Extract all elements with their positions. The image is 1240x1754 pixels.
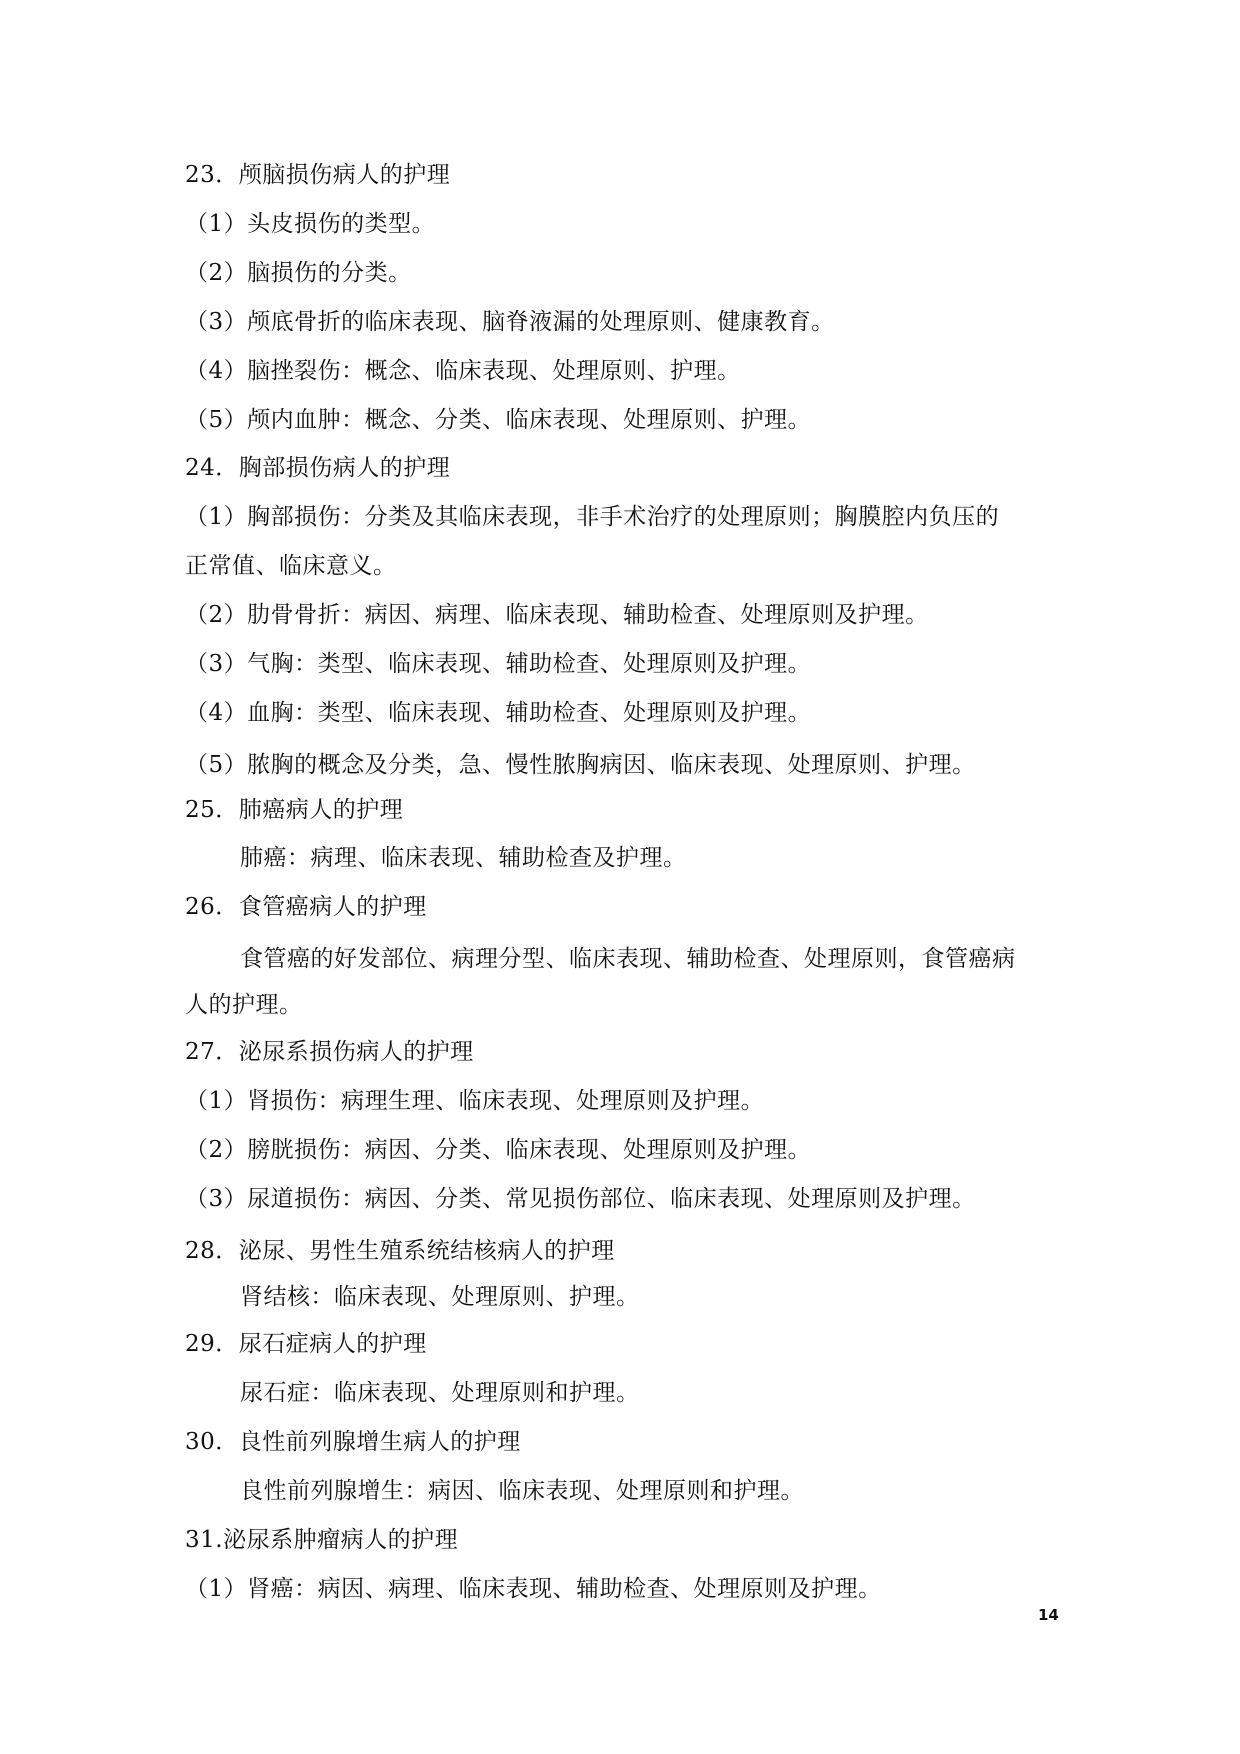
section-heading-24: 24．胸部损伤病人的护理 bbox=[185, 455, 451, 481]
list-item: （1）头皮损伤的类型。 bbox=[185, 211, 436, 237]
list-item: （4）脑挫裂伤：概念、临床表现、处理原则、护理。 bbox=[185, 358, 741, 384]
section-heading-28: 28．泌尿、男性生殖系统结核病人的护理 bbox=[185, 1238, 615, 1264]
paragraph: 肾结核：临床表现、处理原则、护理。 bbox=[240, 1284, 640, 1310]
section-heading-29: 29．尿石症病人的护理 bbox=[185, 1331, 427, 1357]
list-item: （2）脑损伤的分类。 bbox=[185, 260, 412, 286]
section-heading-30: 30．良性前列腺增生病人的护理 bbox=[185, 1429, 521, 1455]
list-item: （5）颅内血肿：概念、分类、临床表现、处理原则、护理。 bbox=[185, 407, 812, 433]
list-item: （3）颅底骨折的临床表现、脑脊液漏的处理原则、健康教育。 bbox=[185, 309, 835, 335]
section-heading-26: 26．食管癌病人的护理 bbox=[185, 894, 427, 920]
list-item: （3）气胸：类型、临床表现、辅助检查、处理原则及护理。 bbox=[185, 651, 812, 677]
list-item: （1）肾损伤：病理生理、临床表现、处理原则及护理。 bbox=[185, 1088, 765, 1114]
section-heading-25: 25．肺癌病人的护理 bbox=[185, 797, 404, 823]
paragraph: 尿石症：临床表现、处理原则和护理。 bbox=[240, 1380, 640, 1406]
list-item: （1）肾癌：病因、病理、临床表现、辅助检查、处理原则及护理。 bbox=[185, 1576, 882, 1602]
list-item-continuation: 正常值、临床意义。 bbox=[185, 553, 397, 579]
paragraph-continuation: 人的护理。 bbox=[185, 992, 303, 1018]
section-heading-23: 23．颅脑损伤病人的护理 bbox=[185, 162, 451, 188]
list-item: （2）膀胱损伤：病因、分类、临床表现、处理原则及护理。 bbox=[185, 1137, 812, 1163]
section-heading-27: 27．泌尿系损伤病人的护理 bbox=[185, 1039, 474, 1065]
paragraph: 食管癌的好发部位、病理分型、临床表现、辅助检查、处理原则，食管癌病 bbox=[240, 946, 1016, 972]
list-item: （1）胸部损伤：分类及其临床表现，非手术治疗的处理原则；胸膜腔内负压的 bbox=[185, 504, 1000, 530]
page-number: 14 bbox=[1038, 1606, 1059, 1624]
paragraph: 肺癌：病理、临床表现、辅助检查及护理。 bbox=[240, 845, 687, 871]
list-item: （5）脓胸的概念及分类，急、慢性脓胸病因、临床表现、处理原则、护理。 bbox=[185, 752, 976, 778]
paragraph: 良性前列腺增生：病因、临床表现、处理原则和护理。 bbox=[240, 1478, 804, 1504]
list-item: （3）尿道损伤：病因、分类、常见损伤部位、临床表现、处理原则及护理。 bbox=[185, 1186, 976, 1212]
section-heading-31: 31.泌尿系肿瘤病人的护理 bbox=[185, 1527, 459, 1553]
list-item: （2）肋骨骨折：病因、病理、临床表现、辅助检查、处理原则及护理。 bbox=[185, 602, 929, 628]
list-item: （4）血胸：类型、临床表现、辅助检查、处理原则及护理。 bbox=[185, 700, 812, 726]
